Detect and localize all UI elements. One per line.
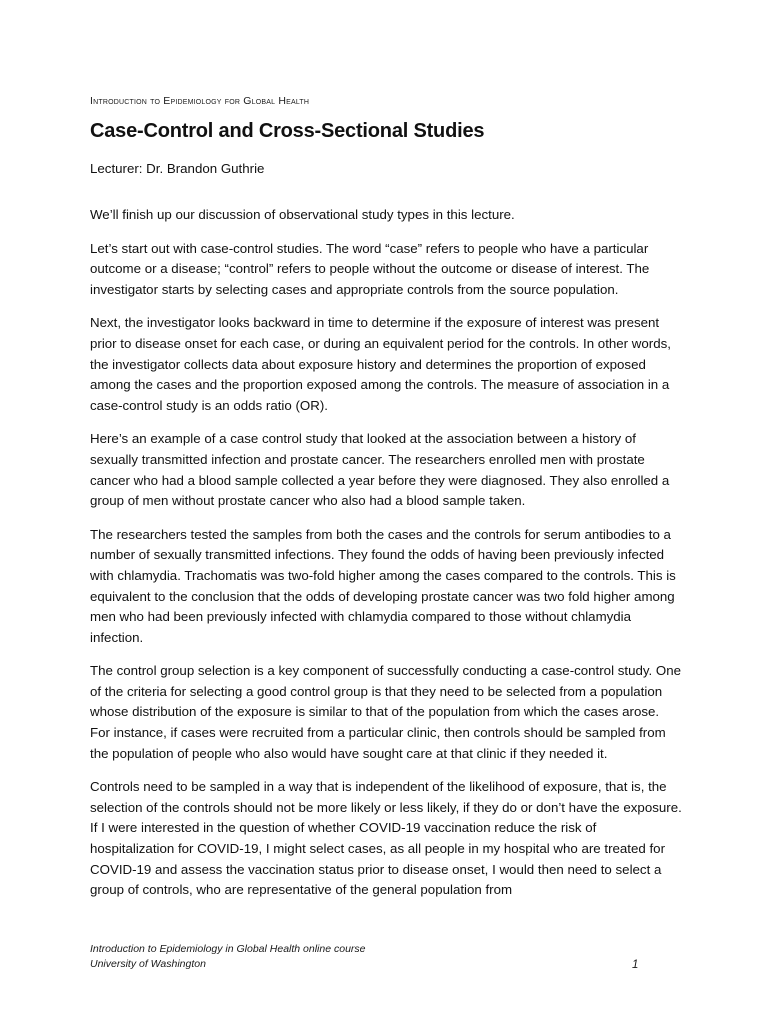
paragraph-7: Controls need to be sampled in a way that is independent of the likelihood of exposure, that is, the selection of the controls should not be more likely or less likely, if they do or don’t have the exposure. If I were interested in the question of whether COVID-19 vaccination reduce the risk of hospitalization for COVID-19, I might select cases, as all people in my hospital who are treated for COVID-19 and assess the vaccination status prior to disease onset, I would then need to select a group of controls, who are representative of the general population from — [90, 779, 682, 898]
paragraph-6: The control group selection is a key component of successfully conducting a case-control study. One of the criteria for selecting a good control group is that they need to be selected from a population whose distribution of the exposure is similar to that of the population from which the cases arose. For instance, if cases were recruited from a particular clinic, then controls should be sampled from the population of people who also would have sought care at that clinic if they needed it. — [90, 663, 682, 761]
course-header: Introduction to Epidemiology for Global Health — [90, 95, 310, 107]
paragraph-5: The researchers tested the samples from both the cases and the controls for serum antibodies to a number of sexually transmitted infections. They found the odds of having been previously infected with chlamydia. Trachomatis was two-fold higher among the cases compared to the controls. This is equivalent to the conclusion that the odds of developing prostate cancer was two fold higher among men who had been previously infected with chlamydia compared to those without chlamydia infection. — [90, 526, 676, 645]
footer-institution: University of Washington — [90, 958, 206, 970]
footer-course: Introduction to Epidemiology in Global Health online course — [90, 943, 366, 955]
page-footer — [90, 942, 682, 972]
paragraph-1: We’ll finish up our discussion of observational study types in this lecture. — [90, 207, 515, 222]
paragraph-3: Next, the investigator looks backward in time to determine if the exposure of interest was present prior to disease onset for each case, or during an equivalent period for the controls. In other words, the investigator collects data about exposure history and determines the proportion of exposed among the cases and the proportion exposed among the controls. The measure of association in a case-control study is an odds ratio (OR). — [90, 315, 671, 413]
document-title: Case-Control and Cross-Sectional Studies — [90, 120, 485, 142]
lecturer-line: Lecturer: Dr. Brandon Guthrie — [90, 161, 265, 176]
page-number: 1 — [632, 959, 639, 971]
document-body — [90, 205, 682, 914]
paragraph-4: Here’s an example of a case control study that looked at the association between a history of sexually transmitted infection and prostate cancer. The researchers enrolled men with prostate cancer who had a blood sample collected a year before they were diagnosed. They also enrolled a group of men without prostate cancer who also had a blood sample taken. — [90, 431, 670, 509]
paragraph-2: Let’s start out with case-control studies. The word “case” refers to people who have a particular outcome or a disease; “control” refers to people without the outcome or disease of interest. The investigator starts by selecting cases and appropriate controls from the source population. — [90, 240, 650, 297]
